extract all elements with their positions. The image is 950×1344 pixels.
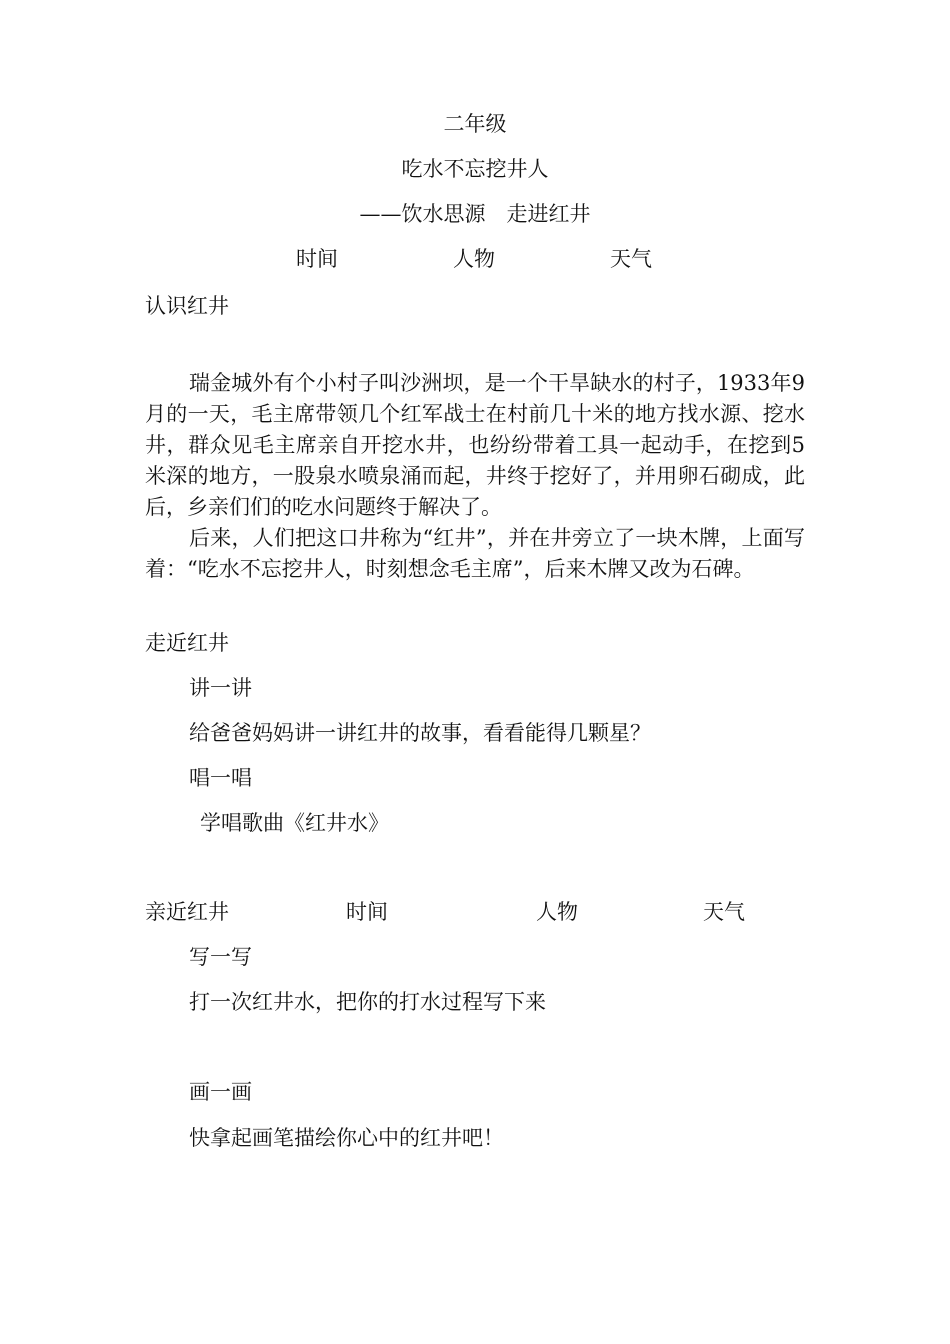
page-subtitle: ——饮水思源 走进红井	[359, 202, 591, 226]
header-time-label: 时间	[296, 247, 338, 271]
tell-label: 讲一讲	[189, 676, 252, 700]
section-heading-near: 亲近红井	[145, 900, 229, 924]
story-paragraph-2: 后来，人们把这口井称为“红井”，并在井旁立了一块木牌，上面写着：“吃水不忘挖井人，时刻想念毛主席”，后来木牌又改为石碑。	[145, 526, 805, 581]
sing-text: 学唱歌曲《红井水》	[200, 811, 389, 835]
near-weather-label: 天气	[703, 900, 745, 924]
page-title: 吃水不忘挖井人	[401, 157, 549, 181]
header-weather-label: 天气	[610, 247, 652, 271]
draw-label: 画一画	[189, 1080, 252, 1104]
header-person-label: 人物	[453, 247, 495, 271]
grade-label: 二年级	[443, 112, 507, 136]
sing-label: 唱一唱	[189, 766, 252, 790]
section-heading-know: 认识红井	[145, 294, 229, 318]
write-text: 打一次红井水，把你的打水过程写下来	[189, 990, 546, 1014]
write-label: 写一写	[189, 945, 252, 969]
section-heading-approach: 走近红井	[145, 631, 229, 655]
near-time-label: 时间	[346, 900, 388, 924]
tell-text: 给爸爸妈妈讲一讲红井的故事，看看能得几颗星？	[189, 721, 651, 745]
story-paragraph-1: 瑞金城外有个小村子叫沙洲坝，是一个干旱缺水的村子，1933年9月的一天，毛主席带领几个红军战士在村前几十米的地方找水源、挖水井，群众见毛主席亲自开挖水井，也纷纷带着工具一起动手，在挖到5米深的地方，一股泉水喷泉涌而起，井终于挖好了，并用卵石砌成，此后，乡亲们们的吃水问题终于解决了。	[145, 371, 805, 519]
draw-text: 快拿起画笔描绘你心中的红井吧！	[189, 1126, 504, 1150]
near-person-label: 人物	[536, 900, 578, 924]
